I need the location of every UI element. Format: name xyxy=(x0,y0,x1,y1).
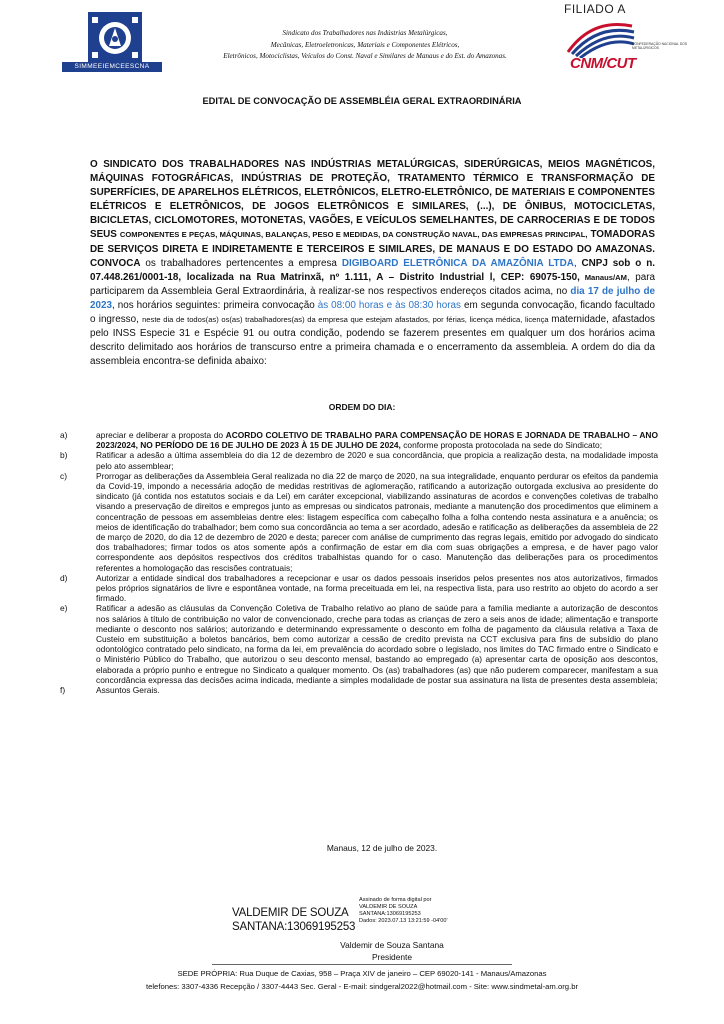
footer-divider xyxy=(212,964,512,965)
place-date: Manaus, 12 de julho de 2023. xyxy=(326,843,438,853)
body-text: os trabalhadores pertencentes a empresa xyxy=(140,257,342,269)
item-text: Assuntos Gerais. xyxy=(96,685,160,696)
footer xyxy=(0,968,724,993)
item-text: Autorizar a entidade sindical dos trabalhadores a recepcionar e usar os dados pessoais inseridos pelos presentes nos atos autorizativos, firmados pelos próprios signatários de livre e espontânea vontade, na forma preceituada em lei, na respectiva lista, para uso restrito ao objeto do acordo a ser firmado. xyxy=(96,572,658,604)
item-bold-text: ACORDO COLETIVO DE TRABALHO PARA COMPENSAÇÃO DE HORAS E JORNADA DE TRABALHO – ANO 2023/2024, NO PERÍODO DE 16 DE JULHO DE 2023 À 15 DE JULHO DE 2024, xyxy=(96,430,658,451)
list-item xyxy=(60,450,658,470)
affiliation-label: FILIADO A xyxy=(564,2,626,16)
signature-detail: Assinado de forma digital por xyxy=(359,897,432,903)
list-item xyxy=(60,603,658,685)
footer-contacts: telefones: 3307-4336 Recepção / 3307-4443 Sec. Geral - E-mail: sindgeral2022@hotmail.com - Site: www.sindmetal-am.org.br xyxy=(145,981,579,991)
item-text: Ratificar a adesão a última assembleia do dia 12 de dezembro de 2020 e sua concordância, que propicia a realização desta, na modalidade imposta pelo ato assemblear; xyxy=(96,450,658,471)
agenda-list xyxy=(60,430,658,695)
affiliation-name: CNM/CUT xyxy=(570,55,636,72)
union-name-part: TOMADORAS DE SERVIÇOS DIRETA E INDIRETAMENTE E TERCEIROS E SIMILARES, DE MANAUS E DO ESTADO DO AMAZONAS. xyxy=(90,229,656,255)
affiliation-logo xyxy=(562,2,692,76)
agenda-title: ORDEM DO DIA: xyxy=(328,402,396,412)
signature-detail: Dados: 2023.07.13 13:21:59 -04'00' xyxy=(359,918,448,924)
item-text: Ratificar a adesão as cláusulas da Convenção Coletiva de Trabalho relativo ao plano de saúde para a família mediante a autorização de descontos nos salários à título de contribuição no valor de convencionado, creche para todas as crianças de zero a seis anos de idade; alimentação e transporte mediante o desconto nos salários; autorizando e determinando expressamente o desconto em folha de pagamento da cláusula relativa a Taxa de Custeio em substituição a boletos bancários, bem como autorizar a cessão de credito prevista na CCT exclusiva para fins de subsídio do plano odontológico contratado pelo sindicato, na forma da lei, em prevalência do acordado sobre o legislado, nos limites do TAC firmado entre o Sindicato e o Ministério Público do Trabalho, que autorizou o seu desconto mensal, bastando ao empregado (a) apresentar carta de oposição aos descontos, elaborada a próprio punho e entregue no Sindicato a qualquer momento. Os (as) trabalhadores (as) que não puderem comparecer, manifestam a sua concordância expressa das decisões acima indicada, mediante a simples modalidade de postar sua assinatura na lista de presentes desta assembleia; xyxy=(96,603,658,685)
body-text-small: neste dia de todos(as) os(as) trabalhadores(as) da empresa que estejam afastados, por férias, licença médica, licença xyxy=(142,315,552,325)
affiliation-subtitle: CONFEDERAÇÃO NACIONAL DOS METALÚRGICOS xyxy=(632,42,688,50)
header-line: Mecânicas, Eletroeletronicas, Materiais e Componentes Elétricos, xyxy=(270,40,460,49)
signatory-name: Valdemir de Souza Santana xyxy=(340,940,444,950)
list-item xyxy=(60,573,658,604)
header-line: Sindicato dos Trabalhadores nas Indústrias Metalúrgicas, xyxy=(282,29,448,37)
digital-signature-details xyxy=(359,897,479,925)
list-item xyxy=(60,685,658,695)
company-name: DIGIBOARD ELETRÔNICA DA AMAZÔNIA LTDA xyxy=(341,257,574,269)
item-marker: b) xyxy=(60,450,68,461)
item-marker: e) xyxy=(60,603,68,614)
header-line: Eletrônicos, Motociclistas, Veículos do Const. Naval e Similares de Manaus e do Est. do Amazonas. xyxy=(223,52,507,60)
union-name-part: COMPONENTES E PEÇAS, MÁQUINAS, BALANÇAS, PESO E MEDIDAS, DA CONSTRUÇÃO NAVAL, DAS EMPRESAS PRINCIPAL, xyxy=(119,230,588,240)
footer-address: SEDE PRÓPRIA: Rua Duque de Caxias, 958 – Praça XIV de janeiro – CEP 69020-141 - Manaus/Amazonas xyxy=(177,969,547,978)
body-text: , nos horários seguintes: primeira convocação xyxy=(111,299,318,311)
assembly-times: às 08:00 horas e às 08:30 horas xyxy=(317,299,461,311)
body-text: , xyxy=(573,257,577,269)
signature-detail: SANTANA:13069195253 xyxy=(359,911,421,917)
assembly-date: dia 17 de julho de 2023 xyxy=(90,285,655,311)
body-text: em segunda convocação, ficando facultado o ingresso, xyxy=(90,299,655,326)
item-text: Prorrogar as deliberações da Assembleia Geral realizada no dia 22 de março de 2020, na sua integralidade, enquanto perdurar os efeitos da pandemia da Covid-19, impondo a necessária adoção de medidas restritivas de aglomeração, ratificando a autorização outorgada exclusiva ao presidente do sindicato (já contida nos estatutos sociais e da Lei) em caráter excepcional, viabilizando assinaturas de acordos e convenções coletivas de trabalho visando a preservação de direitos e empregos junto as empresas ou sindicatos patronais, mediante a manutenção dos procedimentos que eliminem a concentração de pessoas em assembleias dentre eles: listagem específica com cabeçalho folha a folha contendo nesta assinatura e a anuência; os meios de identificação do trabalhador; bem como sua concordância ao tema a ser acordado, adesão e ratificação as deliberações da assembleia de 22 de março de 2020, do dia 12 de dezembro de 2020 e desta; parecer com análise de cumprimento das regras legais, emitido por advogado do sindicato dos trabalhadores; firmar todos os atos somente após a confirmação de estar em dia com suas obrigações a empresa, e de haver pago valor correspondente aos depósitos respectivos dos créditos trabalhistas quando for o caso. Manutenção das deliberações para os procedimentos referentes a homologação das rescisões contratuais; xyxy=(96,470,658,573)
document-title: EDITAL DE CONVOCAÇÃO DE ASSEMBLÉIA GERAL EXTRAORDINÁRIA xyxy=(202,96,522,106)
signatory xyxy=(0,940,724,963)
convocation-paragraph xyxy=(90,158,655,369)
body-text: maternidade, afastados pelo INSS Especie 31 e Espécie 91 ou outra condição, podendo se fazerem presentes em qualquer um dos horários acima descrito delimitado aos horários de transcurso entre a primeira chamada e o encerramento da assembleia. A ordem do dia da assembleia encontra-se definida abaixo: xyxy=(90,314,655,368)
item-text: apreciar e deliberar a proposta do xyxy=(96,430,226,440)
item-marker: f) xyxy=(60,685,66,696)
signature-line: SANTANA:13069195253 xyxy=(232,921,356,933)
union-header xyxy=(170,28,560,63)
body-text: , para participarem da Assembleia Geral Extraordinária, à realizar-se nos respectivos endereços citados acima, no xyxy=(90,271,655,297)
cnpj-address: CNPJ sob o n. 07.448.261/0001-18, localizada na Rua Matrinxã, nº 1.111, A – Distrito Industrial l, CEP: 69075-150, xyxy=(90,257,655,283)
item-marker: c) xyxy=(60,470,67,481)
item-text: conforme proposta protocolada na sede do Sindicato; xyxy=(400,440,603,451)
signature-line: VALDEMIR DE SOUZA xyxy=(232,907,349,919)
list-item xyxy=(60,471,658,573)
union-name-part: O SINDICATO DOS TRABALHADORES NAS INDÚSTRIAS METALÚRGICAS, SIDERÚRGICAS, MEIOS MAGNÉTICOS, MÁQUINAS FOTOGRÁFICAS, INDÚSTRIAS DE PROTEÇÃO, TRATAMENTO TÉRMICO E TRANSFORMAÇÃO DE SUPERFÍCIES, DE APARELHOS ELÉTRICOS, ELETRÔNICOS, ELETRO-ELETRÔNICO, DE MATERIAIS E COMPONENTES ELÉTRICOS E ELETRÔNICOS, DE JOGOS ELETRÔNICOS E SIMILARES, (...), DE ÔNIBUS, MOTOCICLETAS, BICICLETAS, CICLOMOTORES, MOTONETAS, VAGÕES, E VEÍCULOS SEMELHANTES, DE CARROCERIAS E DE TODOS SEUS xyxy=(90,159,655,241)
signature-detail: VALDEMIR DE SOUZA xyxy=(359,904,418,910)
cnm-swoosh-icon xyxy=(562,16,692,58)
list-item xyxy=(60,430,658,450)
union-logo xyxy=(62,12,162,74)
item-marker: a) xyxy=(60,430,68,440)
city: Manaus/AM xyxy=(579,272,627,282)
convoca-word: CONVOCA xyxy=(90,257,141,269)
digital-signature-name xyxy=(232,906,357,934)
signatory-role: Presidente xyxy=(371,951,413,962)
logo-text: SIMMEEIEMCEESCNA xyxy=(74,63,150,70)
item-marker: d) xyxy=(60,572,68,583)
